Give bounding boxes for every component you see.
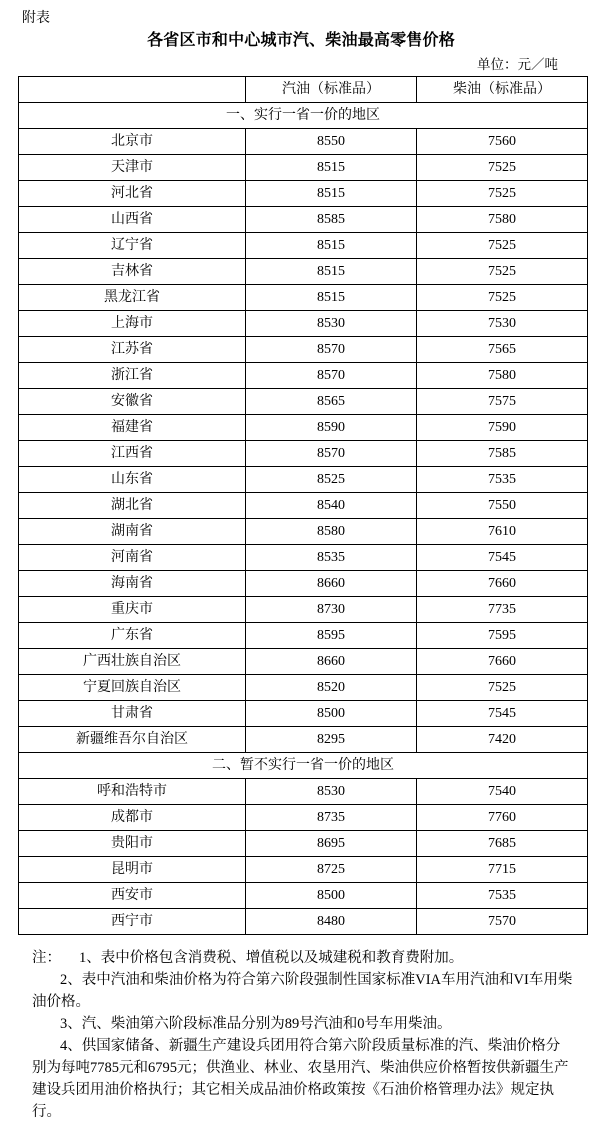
section-title: 一、实行一省一价的地区 [19, 103, 588, 129]
gasoline-price: 8530 [246, 311, 417, 337]
region-name: 上海市 [19, 311, 246, 337]
note-text: 4、供国家储备、新疆生产建设兵团用符合第六阶段质量标准的汽、柴油价格分别为每吨7785元和6795元；供渔业、林业、农垦用汽、柴油供应价格暂按供新疆生产建设兵团用油价格执行；其它相关成品油价格政策按《石油价格管理办法》规定执行。 [32, 1038, 569, 1120]
gasoline-price: 8590 [246, 415, 417, 441]
table-row [19, 623, 588, 649]
attachment-label: 附表 [22, 11, 50, 26]
region-name: 呼和浩特市 [19, 779, 246, 805]
region-name: 山东省 [19, 467, 246, 493]
region-name: 广东省 [19, 623, 246, 649]
diesel-price: 7525 [417, 285, 588, 311]
gasoline-price: 8660 [246, 649, 417, 675]
diesel-price: 7595 [417, 623, 588, 649]
gasoline-price: 8530 [246, 779, 417, 805]
table-row [19, 571, 588, 597]
table-row [19, 285, 588, 311]
section-title: 二、暂不实行一省一价的地区 [19, 753, 588, 779]
region-name: 河北省 [19, 181, 246, 207]
table-row [19, 779, 588, 805]
diesel-price: 7685 [417, 831, 588, 857]
page-title: 各省区市和中心城市汽、柴油最高零售价格 [147, 32, 455, 49]
table-row [19, 389, 588, 415]
table-row [19, 207, 588, 233]
diesel-price: 7580 [417, 207, 588, 233]
table-row [19, 259, 588, 285]
region-name: 重庆市 [19, 597, 246, 623]
region-name: 西宁市 [19, 909, 246, 935]
gasoline-price: 8540 [246, 493, 417, 519]
diesel-price: 7570 [417, 909, 588, 935]
table-row [19, 233, 588, 259]
gasoline-price: 8570 [246, 337, 417, 363]
diesel-price: 7525 [417, 233, 588, 259]
diesel-price: 7735 [417, 597, 588, 623]
table-row [19, 155, 588, 181]
region-name: 福建省 [19, 415, 246, 441]
note-text: 3、汽、柴油第六阶段标准品分别为89号汽油和0号车用柴油。 [60, 1016, 452, 1032]
region-name: 山西省 [19, 207, 246, 233]
region-name: 贵阳市 [19, 831, 246, 857]
note-item [32, 1035, 574, 1123]
gasoline-price: 8525 [246, 467, 417, 493]
table-row [19, 493, 588, 519]
region-name: 湖北省 [19, 493, 246, 519]
table-row [19, 363, 588, 389]
table-row [19, 727, 588, 753]
gasoline-price: 8570 [246, 363, 417, 389]
notes-lead: 注： [32, 950, 61, 966]
diesel-price: 7565 [417, 337, 588, 363]
diesel-price: 7660 [417, 571, 588, 597]
gasoline-price: 8735 [246, 805, 417, 831]
region-name: 浙江省 [19, 363, 246, 389]
region-name: 成都市 [19, 805, 246, 831]
diesel-price: 7585 [417, 441, 588, 467]
note-item [32, 947, 574, 969]
region-name: 海南省 [19, 571, 246, 597]
table-row [19, 545, 588, 571]
table-row [19, 415, 588, 441]
table-row [19, 181, 588, 207]
table-row [19, 649, 588, 675]
table-row [19, 831, 588, 857]
region-name: 西安市 [19, 883, 246, 909]
gasoline-price: 8500 [246, 883, 417, 909]
header-gasoline: 汽油（标准品） [246, 77, 417, 103]
gasoline-price: 8550 [246, 129, 417, 155]
region-name: 江西省 [19, 441, 246, 467]
gasoline-price: 8585 [246, 207, 417, 233]
note-item [32, 969, 574, 1013]
diesel-price: 7525 [417, 181, 588, 207]
table-row [19, 441, 588, 467]
table-header-row [19, 77, 588, 103]
diesel-price: 7420 [417, 727, 588, 753]
table-row [19, 597, 588, 623]
diesel-price: 7525 [417, 155, 588, 181]
diesel-price: 7545 [417, 701, 588, 727]
region-name: 甘肃省 [19, 701, 246, 727]
note-text: 2、表中汽油和柴油价格为符合第六阶段强制性国家标准VIA车用汽油和VI车用柴油价格。 [32, 972, 573, 1010]
table-section-row [19, 753, 588, 779]
table-row [19, 675, 588, 701]
diesel-price: 7540 [417, 779, 588, 805]
table-row [19, 805, 588, 831]
diesel-price: 7530 [417, 311, 588, 337]
header-diesel: 柴油（标准品） [417, 77, 588, 103]
gasoline-price: 8730 [246, 597, 417, 623]
table-row [19, 337, 588, 363]
diesel-price: 7575 [417, 389, 588, 415]
gasoline-price: 8480 [246, 909, 417, 935]
gasoline-price: 8515 [246, 285, 417, 311]
table-row [19, 857, 588, 883]
diesel-price: 7550 [417, 493, 588, 519]
price-table [18, 76, 588, 935]
gasoline-price: 8515 [246, 155, 417, 181]
table-row [19, 311, 588, 337]
gasoline-price: 8595 [246, 623, 417, 649]
region-name: 江苏省 [19, 337, 246, 363]
header-region [19, 77, 246, 103]
gasoline-price: 8570 [246, 441, 417, 467]
diesel-price: 7715 [417, 857, 588, 883]
diesel-price: 7525 [417, 675, 588, 701]
gasoline-price: 8535 [246, 545, 417, 571]
region-name: 河南省 [19, 545, 246, 571]
note-text: 1、表中价格包含消费税、增值税以及城建税和教育费附加。 [79, 950, 464, 966]
gasoline-price: 8520 [246, 675, 417, 701]
region-name: 昆明市 [19, 857, 246, 883]
diesel-price: 7580 [417, 363, 588, 389]
table-section-row [19, 103, 588, 129]
notes-block [18, 947, 584, 1123]
gasoline-price: 8515 [246, 259, 417, 285]
diesel-price: 7525 [417, 259, 588, 285]
gasoline-price: 8660 [246, 571, 417, 597]
gasoline-price: 8580 [246, 519, 417, 545]
diesel-price: 7660 [417, 649, 588, 675]
gasoline-price: 8295 [246, 727, 417, 753]
gasoline-price: 8515 [246, 181, 417, 207]
diesel-price: 7535 [417, 467, 588, 493]
note-item [32, 1013, 574, 1035]
diesel-price: 7610 [417, 519, 588, 545]
gasoline-price: 8515 [246, 233, 417, 259]
diesel-price: 7560 [417, 129, 588, 155]
gasoline-price: 8500 [246, 701, 417, 727]
gasoline-price: 8565 [246, 389, 417, 415]
region-name: 湖南省 [19, 519, 246, 545]
table-row [19, 129, 588, 155]
table-row [19, 519, 588, 545]
diesel-price: 7590 [417, 415, 588, 441]
diesel-price: 7535 [417, 883, 588, 909]
region-name: 吉林省 [19, 259, 246, 285]
unit-label: 单位：元／吨 [477, 57, 558, 72]
region-name: 新疆维吾尔自治区 [19, 727, 246, 753]
region-name: 安徽省 [19, 389, 246, 415]
gasoline-price: 8725 [246, 857, 417, 883]
table-row [19, 909, 588, 935]
diesel-price: 7545 [417, 545, 588, 571]
table-row [19, 467, 588, 493]
region-name: 宁夏回族自治区 [19, 675, 246, 701]
diesel-price: 7760 [417, 805, 588, 831]
region-name: 黑龙江省 [19, 285, 246, 311]
table-row [19, 701, 588, 727]
gasoline-price: 8695 [246, 831, 417, 857]
region-name: 天津市 [19, 155, 246, 181]
region-name: 广西壮族自治区 [19, 649, 246, 675]
table-row [19, 883, 588, 909]
region-name: 北京市 [19, 129, 246, 155]
region-name: 辽宁省 [19, 233, 246, 259]
